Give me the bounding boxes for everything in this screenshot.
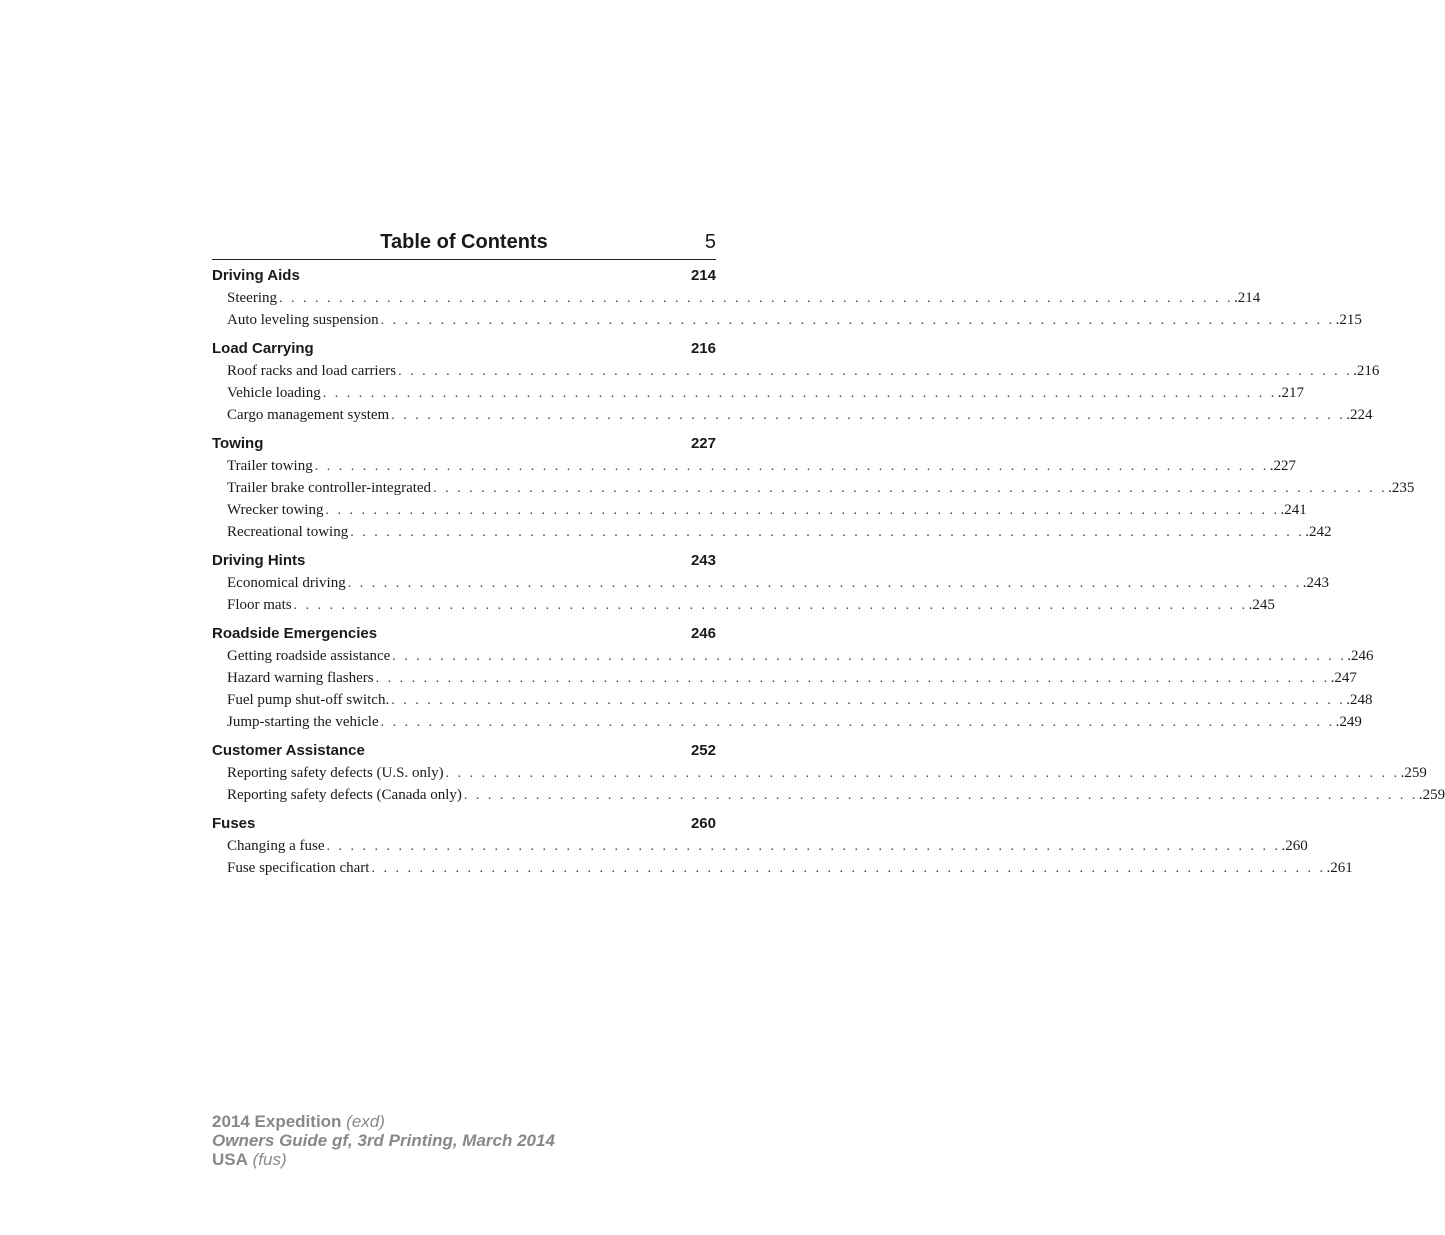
section-heading[interactable] xyxy=(212,813,716,835)
toc-entry[interactable] xyxy=(212,645,1374,667)
dot-leader: . . . . . . . . . . . . . . . . . . . . . . . . . . . . . . . . . . . . . . . . . . . . . . . . . . . . . . . . . . . . . . . . . . . . . . . . . . . . . . . . xyxy=(375,671,1330,686)
entry-title: Reporting safety defects (Canada only) xyxy=(227,784,464,806)
toc-entry[interactable] xyxy=(212,309,1362,331)
entry-title: Changing a fuse xyxy=(227,835,326,857)
footer-model-code: (exd) xyxy=(346,1112,385,1131)
entry-page: .216 xyxy=(1352,360,1379,382)
toc-entry[interactable] xyxy=(212,857,1353,879)
entry-title: Auto leveling suspension xyxy=(227,309,381,331)
page-header xyxy=(212,229,716,260)
toc-entry[interactable] xyxy=(212,667,1357,689)
toc-section xyxy=(212,623,1374,733)
dot-leader: . . . . . . . . . . . . . . . . . . . . . . . . . . . . . . . . . . . . . . . . . . . . . . . . . . . . . . . . . . . . . . . . . . . . . . . . . . . . . . . . xyxy=(371,861,1326,876)
entry-title: Steering xyxy=(227,287,279,309)
entry-title: Trailer brake controller-integrated xyxy=(227,477,433,499)
dot-leader: . . . . . . . . . . . . . . . . . . . . . . . . . . . . . . . . . . . . . . . . . . . . . . . . . . . . . . . . . . . . . . . . . . . . . . . . . . . . . . . . xyxy=(391,693,1346,708)
entry-page: .241 xyxy=(1279,499,1306,521)
footer-model: 2014 Expedition xyxy=(212,1112,342,1131)
entry-page: .224 xyxy=(1345,404,1372,426)
entry-title: Economical driving xyxy=(227,572,348,594)
toc-entry[interactable] xyxy=(212,521,1332,543)
section-title: Roadside Emergencies xyxy=(212,625,378,642)
entry-page: .249 xyxy=(1335,711,1362,733)
entry-page: .217 xyxy=(1277,382,1304,404)
toc-entry[interactable] xyxy=(212,360,1380,382)
toc-entry[interactable] xyxy=(212,762,1427,784)
entry-title: Roof racks and load carriers xyxy=(227,360,398,382)
entry-page: .260 xyxy=(1280,835,1307,857)
entry-page: .215 xyxy=(1335,309,1362,331)
section-page: 243 xyxy=(690,552,716,569)
toc-section xyxy=(212,338,1380,426)
dot-leader: . . . . . . . . . . . . . . . . . . . . . . . . . . . . . . . . . . . . . . . . . . . . . . . . . . . . . . . . . . . . . . . . . . . . . . . . . . . . . . . . xyxy=(350,525,1305,540)
dot-leader: . . . . . . . . . . . . . . . . . . . . . . . . . . . . . . . . . . . . . . . . . . . . . . . . . . . . . . . . . . . . . . . . . . . . . . . . . . . . . . . . xyxy=(463,788,1418,803)
entry-page: .235 xyxy=(1387,477,1414,499)
entry-title: Trailer towing xyxy=(227,455,315,477)
footer-line-3 xyxy=(212,1150,555,1169)
entry-title: Floor mats xyxy=(227,594,294,616)
dot-leader: . . . . . . . . . . . . . . . . . . . . . . . . . . . . . . . . . . . . . . . . . . . . . . . . . . . . . . . . . . . . . . . . . . . . . . . . . . . . . . . . xyxy=(380,313,1335,328)
section-title: Driving Hints xyxy=(212,552,306,569)
footer-line-2 xyxy=(212,1131,555,1150)
entry-title: Getting roadside assistance xyxy=(227,645,392,667)
toc-section xyxy=(212,740,1445,806)
section-title: Load Carrying xyxy=(212,340,314,357)
entry-page: .242 xyxy=(1304,521,1331,543)
section-page: 246 xyxy=(690,625,716,642)
toc-section xyxy=(212,550,1329,616)
entry-title: Recreational towing xyxy=(227,521,350,543)
section-page: 227 xyxy=(690,435,716,452)
section-title: Fuses xyxy=(212,815,256,832)
section-page: 216 xyxy=(690,340,716,357)
toc-entry[interactable] xyxy=(212,689,1373,711)
entry-page: .227 xyxy=(1269,455,1296,477)
entry-page: .259 xyxy=(1418,784,1445,806)
dot-leader: . . . . . . . . . . . . . . . . . . . . . . . . . . . . . . . . . . . . . . . . . . . . . . . . . . . . . . . . . . . . . . . . . . . . . . . . . . . . . . . . xyxy=(445,766,1400,781)
dot-leader: . . . . . . . . . . . . . . . . . . . . . . . . . . . . . . . . . . . . . . . . . . . . . . . . . . . . . . . . . . . . . . . . . . . . . . . . . . . . . . . . xyxy=(391,408,1346,423)
toc-entry[interactable] xyxy=(212,404,1373,426)
entry-title: Vehicle loading xyxy=(227,382,323,404)
toc-entry[interactable] xyxy=(212,455,1296,477)
entry-page: .259 xyxy=(1400,762,1427,784)
entry-page: .248 xyxy=(1345,689,1372,711)
entry-title: Hazard warning flashers xyxy=(227,667,376,689)
entry-page: .246 xyxy=(1346,645,1373,667)
footer-market-code: (fus) xyxy=(252,1150,287,1169)
toc-entry[interactable] xyxy=(212,382,1304,404)
section-heading[interactable] xyxy=(212,338,716,360)
section-heading[interactable] xyxy=(212,740,716,762)
section-title: Customer Assistance xyxy=(212,742,365,759)
page-number: 5 xyxy=(704,231,716,253)
entry-page: .247 xyxy=(1330,667,1357,689)
dot-leader: . . . . . . . . . . . . . . . . . . . . . . . . . . . . . . . . . . . . . . . . . . . . . . . . . . . . . . . . . . . . . . . . . . . . . . . . . . . . . . . . xyxy=(326,839,1281,854)
toc-entry[interactable] xyxy=(212,287,1261,309)
entry-page: .243 xyxy=(1302,572,1329,594)
footer-market: USA xyxy=(212,1150,248,1169)
toc-entry[interactable] xyxy=(212,711,1362,733)
entry-title: Jump-starting the vehicle xyxy=(227,711,381,733)
section-heading[interactable] xyxy=(212,265,716,287)
toc-entry[interactable] xyxy=(212,499,1307,521)
entry-title: Fuel pump shut-off switch. xyxy=(227,689,391,711)
dot-leader: . . . . . . . . . . . . . . . . . . . . . . . . . . . . . . . . . . . . . . . . . . . . . . . . . . . . . . . . . . . . . . . . . . . . . . . . . . . . . . . . xyxy=(380,715,1335,730)
entry-title: Wrecker towing xyxy=(227,499,325,521)
section-heading[interactable] xyxy=(212,433,716,455)
section-heading[interactable] xyxy=(212,623,716,645)
footer-line-1 xyxy=(212,1112,555,1131)
dot-leader: . . . . . . . . . . . . . . . . . . . . . . . . . . . . . . . . . . . . . . . . . . . . . . . . . . . . . . . . . . . . . . . . . . . . . . . . . . . . . . . . xyxy=(347,576,1302,591)
entry-page: .214 xyxy=(1233,287,1260,309)
toc-entry[interactable] xyxy=(212,835,1308,857)
table-of-contents xyxy=(212,265,1445,886)
entry-title: Reporting safety defects (U.S. only) xyxy=(227,762,446,784)
section-title: Towing xyxy=(212,435,264,452)
toc-entry[interactable] xyxy=(212,572,1329,594)
section-page: 252 xyxy=(690,742,716,759)
entry-title: Cargo management system xyxy=(227,404,391,426)
entry-title: Fuse specification chart xyxy=(227,857,371,879)
dot-leader: . . . . . . . . . . . . . . . . . . . . . . . . . . . . . . . . . . . . . . . . . . . . . . . . . . . . . . . . . . . . . . . . . . . . . . . . . . . . . . . . xyxy=(325,503,1280,518)
footer-edition: Owners Guide gf, 3rd Printing, March 2014 xyxy=(212,1131,555,1150)
page-title: Table of Contents xyxy=(380,231,548,253)
entry-page: .245 xyxy=(1248,594,1275,616)
section-title: Driving Aids xyxy=(212,267,300,284)
toc-entry[interactable] xyxy=(212,594,1275,616)
dot-leader: . . . . . . . . . . . . . . . . . . . . . . . . . . . . . . . . . . . . . . . . . . . . . . . . . . . . . . . . . . . . . . . . . . . . . . . . . . . . . . . . xyxy=(293,598,1248,613)
toc-section xyxy=(212,813,1353,879)
dot-leader: . . . . . . . . . . . . . . . . . . . . . . . . . . . . . . . . . . . . . . . . . . . . . . . . . . . . . . . . . . . . . . . . . . . . . . . . . . . . . . . . xyxy=(392,649,1347,664)
entry-page: .261 xyxy=(1325,857,1352,879)
footer xyxy=(212,1112,555,1169)
dot-leader: . . . . . . . . . . . . . . . . . . . . . . . . . . . . . . . . . . . . . . . . . . . . . . . . . . . . . . . . . . . . . . . . . . . . . . . . . . . . . . . . xyxy=(314,459,1269,474)
dot-leader: . . . . . . . . . . . . . . . . . . . . . . . . . . . . . . . . . . . . . . . . . . . . . . . . . . . . . . . . . . . . . . . . . . . . . . . . . . . . . . . . xyxy=(322,386,1277,401)
toc-section xyxy=(212,265,1362,331)
section-heading[interactable] xyxy=(212,550,716,572)
toc-entry[interactable] xyxy=(212,477,1415,499)
dot-leader: . . . . . . . . . . . . . . . . . . . . . . . . . . . . . . . . . . . . . . . . . . . . . . . . . . . . . . . . . . . . . . . . . . . . . . . . . . . . . . . . xyxy=(398,364,1353,379)
section-page: 214 xyxy=(690,267,716,284)
toc-section xyxy=(212,433,1415,543)
dot-leader: . . . . . . . . . . . . . . . . . . . . . . . . . . . . . . . . . . . . . . . . . . . . . . . . . . . . . . . . . . . . . . . . . . . . . . . . . . . . . . . . xyxy=(279,291,1233,306)
dot-leader: . . . . . . . . . . . . . . . . . . . . . . . . . . . . . . . . . . . . . . . . . . . . . . . . . . . . . . . . . . . . . . . . . . . . . . . . . . . . . . . . xyxy=(433,481,1388,496)
toc-entry[interactable] xyxy=(212,784,1445,806)
section-page: 260 xyxy=(690,815,716,832)
